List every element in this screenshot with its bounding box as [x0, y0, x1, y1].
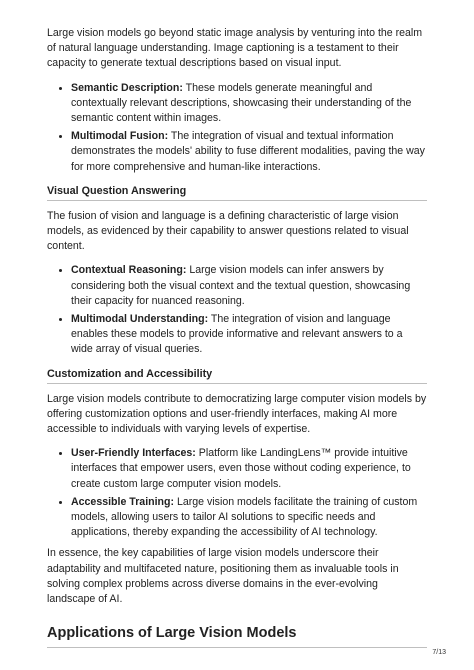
customization-bullet-list: [47, 446, 427, 540]
bullet-text: Platform like LandingLens™ provide intuitive interfaces that empower users, even those without coding experience, to create custom large computer vision models.: [71, 447, 411, 490]
bullet-term: Multimodal Fusion:: [71, 130, 169, 143]
bullet-term: Accessible Training:: [71, 495, 175, 508]
bullet-term: Contextual Reasoning:: [71, 264, 187, 277]
list-item: [71, 263, 427, 309]
list-item: [71, 446, 427, 492]
bullet-term: Semantic Description:: [71, 81, 183, 94]
page-number: 7/13: [432, 649, 446, 656]
list-item: [71, 312, 427, 358]
list-item: [71, 495, 427, 541]
vqa-bullet-list: [47, 263, 427, 357]
bullet-text: These models generate meaningful and contextually relevant descriptions, showcasing their understanding of the semantic content within images.: [71, 81, 412, 125]
customization-paragraph: Large vision models contribute to democratizing large computer vision models by offering customization options and user-friendly interfaces, making AI more accessible to individuals with varying levels of expertise.: [47, 392, 427, 436]
vqa-heading: Visual Question Answering: [47, 185, 427, 201]
list-item: [71, 129, 427, 175]
bullet-text: The integration of vision and language enables these models to provide informative and relevant answers to a wide array of visual queries.: [71, 313, 403, 356]
caption-bullet-list: [47, 81, 427, 175]
bullet-text: Large vision models facilitate the training of custom models, allowing users to tailor AI solutions to specific needs and applications, thereby expanding the accessibility of AI technology.: [71, 495, 418, 539]
article-content: [47, 26, 427, 648]
customization-heading: Customization and Accessibility: [47, 368, 427, 384]
conclusion-paragraph: In essence, the key capabilities of large vision models underscore their adaptability and multifaceted nature, positioning them as invaluable tools in solving complex problems across diverse domains in the ever-evolving landscape of AI.: [47, 547, 399, 606]
bullet-term: Multimodal Understanding:: [71, 313, 209, 326]
bullet-text: The integration of visual and textual information demonstrates the models' ability to fuse different modalities, paving the way for more comprehensive and human-like interactions.: [71, 130, 425, 173]
list-item: [71, 81, 427, 127]
intro-paragraph: Large vision models go beyond static image analysis by venturing into the realm of natural language understanding. Image captioning is a testament to their capacity to generate textual descriptions based on visual input.: [47, 27, 423, 70]
bullet-term: User-Friendly Interfaces:: [71, 447, 196, 460]
vqa-paragraph: The fusion of vision and language is a defining characteristic of large vision models, as evidenced by their capability to answer questions related to visual content.: [47, 209, 409, 253]
bullet-text: Large vision models can infer answers by considering both the visual context and the textual question, showcasing their capacity for nuanced reasoning.: [71, 264, 411, 307]
section-heading: Applications of Large Vision Models: [47, 624, 427, 648]
